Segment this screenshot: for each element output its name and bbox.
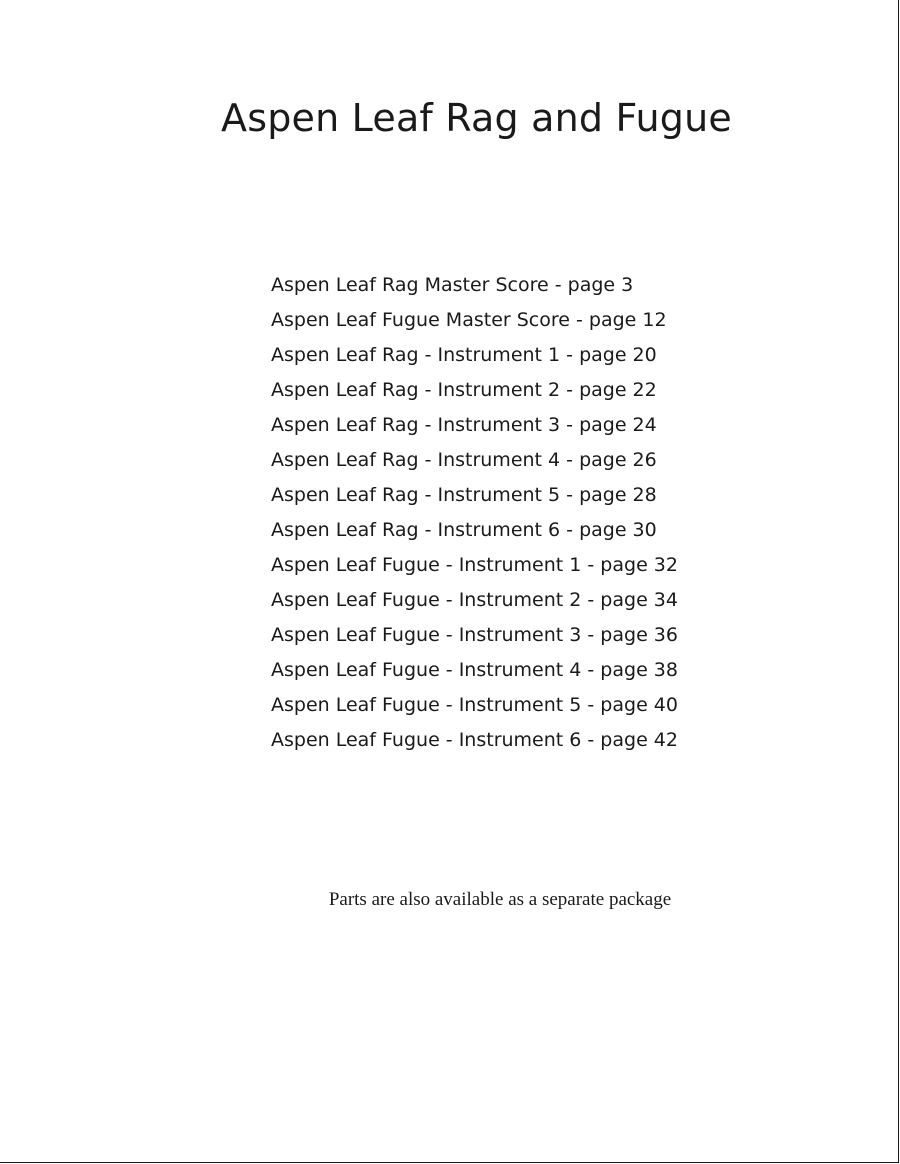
toc-entry: Aspen Leaf Fugue Master Score - page 12	[271, 309, 667, 331]
toc-entry: Aspen Leaf Fugue - Instrument 2 - page 34	[271, 589, 678, 611]
toc-entry: Aspen Leaf Fugue - Instrument 5 - page 40	[271, 694, 678, 716]
toc-entry: Aspen Leaf Rag - Instrument 6 - page 30	[271, 519, 657, 541]
toc-entry: Aspen Leaf Rag - Instrument 3 - page 24	[271, 414, 657, 436]
toc-entry: Aspen Leaf Rag - Instrument 1 - page 20	[271, 344, 657, 366]
toc-entry: Aspen Leaf Rag Master Score - page 3	[271, 274, 634, 296]
toc-entry: Aspen Leaf Fugue - Instrument 6 - page 42	[271, 729, 678, 751]
document-title: Aspen Leaf Rag and Fugue	[221, 96, 732, 140]
toc-entry: Aspen Leaf Fugue - Instrument 1 - page 32	[271, 554, 678, 576]
toc-entry: Aspen Leaf Rag - Instrument 2 - page 22	[271, 379, 657, 401]
package-note: Parts are also available as a separate package	[328, 889, 672, 910]
toc-entry: Aspen Leaf Fugue - Instrument 3 - page 36	[271, 624, 678, 646]
toc-entry: Aspen Leaf Rag - Instrument 4 - page 26	[271, 449, 657, 471]
toc-entry: Aspen Leaf Rag - Instrument 5 - page 28	[271, 484, 657, 506]
toc-entry: Aspen Leaf Fugue - Instrument 4 - page 38	[271, 659, 678, 681]
table-of-contents	[271, 268, 678, 758]
